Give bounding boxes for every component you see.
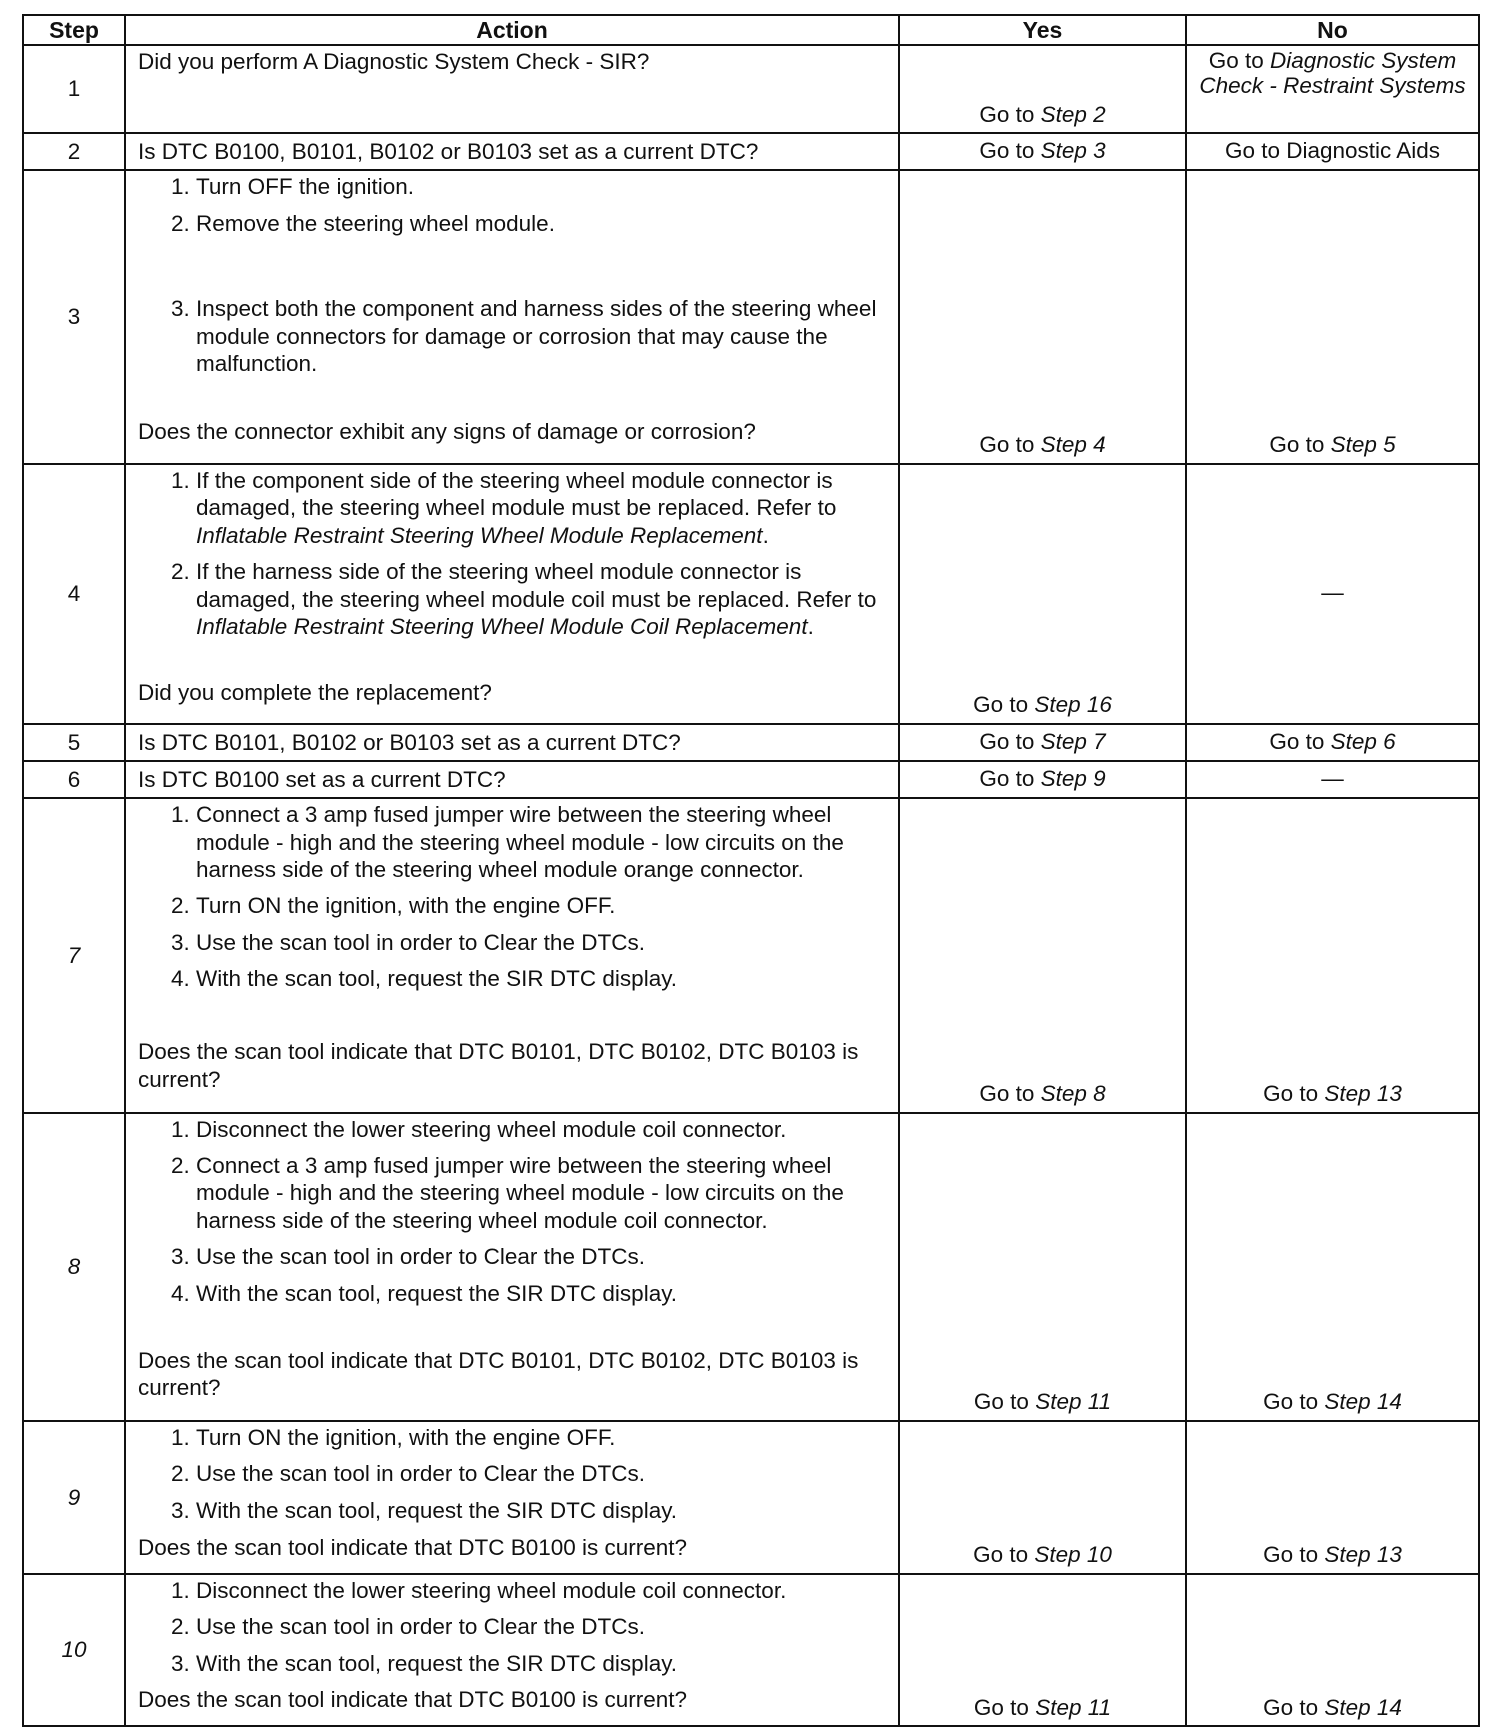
header-action: Action xyxy=(125,15,899,45)
no-cell xyxy=(1186,1421,1479,1574)
goto-label: Go to xyxy=(979,765,1035,791)
action-cell xyxy=(125,724,899,761)
action-cell xyxy=(125,761,899,798)
step-number: 2 xyxy=(23,133,125,170)
no-cell xyxy=(1186,1113,1479,1421)
action-cell xyxy=(125,464,899,724)
no-step-ref: Step 14 xyxy=(1324,1389,1402,1415)
no-cell xyxy=(1186,798,1479,1113)
list-item: 2. Use the scan tool in order to Clear the DTCs. xyxy=(196,1460,890,1487)
list-item: 2. Connect a 3 amp fused jumper wire between the steering wheel module - high and the steering wheel module - low circuits on the harness side of the steering wheel module coil connector. xyxy=(196,1152,890,1234)
action-question: Does the connector exhibit any signs of damage or corrosion? xyxy=(138,418,756,444)
table-row xyxy=(23,133,1479,170)
yes-step-ref: Step 10 xyxy=(1034,1542,1112,1568)
action-cell xyxy=(125,170,899,464)
goto-label: Go to xyxy=(979,137,1035,163)
header-row xyxy=(23,15,1479,45)
yes-cell xyxy=(899,724,1186,761)
yes-cell xyxy=(899,1574,1186,1726)
table-row xyxy=(23,1113,1479,1421)
action-cell xyxy=(125,45,899,133)
table-row xyxy=(23,45,1479,133)
list-item: 4. With the scan tool, request the SIR DTC display. xyxy=(196,965,890,992)
step-number: 8 xyxy=(23,1113,125,1421)
no-step-ref: Step 6 xyxy=(1330,728,1396,754)
action-cell xyxy=(125,798,899,1113)
step-number: 7 xyxy=(23,798,125,1113)
no-step-ref: Step 13 xyxy=(1324,1081,1402,1107)
list-item: 1. Disconnect the lower steering wheel module coil connector. xyxy=(196,1577,890,1604)
header-yes: Yes xyxy=(899,15,1186,45)
yes-step-ref: Step 8 xyxy=(1040,1081,1106,1107)
no-cell: Go to Diagnostic Aids xyxy=(1186,133,1479,170)
list-item: 2. Use the scan tool in order to Clear the DTCs. xyxy=(196,1613,890,1640)
table-row xyxy=(23,1421,1479,1574)
goto-label: Go to xyxy=(979,728,1035,754)
goto-label: Go to xyxy=(973,692,1029,718)
list-item: 3. Inspect both the component and harness sides of the steering wheel module connectors for damage or corrosion that may cause the malfunction. xyxy=(196,295,890,377)
yes-step-ref: Step 11 xyxy=(1035,1694,1112,1720)
yes-step-ref: Step 16 xyxy=(1034,692,1112,718)
goto-label: Go to xyxy=(1208,48,1264,74)
action-steps xyxy=(138,173,890,377)
table-row xyxy=(23,464,1479,724)
no-step-ref: Step 13 xyxy=(1324,1542,1402,1568)
yes-cell xyxy=(899,798,1186,1113)
list-item: 1. Turn OFF the ignition. xyxy=(196,173,890,200)
list-item: 2. If the harness side of the steering wheel module connector is damaged, the steering wheel module coil must be replaced. Refer to Inflatable Restraint Steering Wheel Module Coil Replacement. xyxy=(196,558,890,640)
action-steps xyxy=(138,801,890,993)
goto-label: Go to xyxy=(973,1694,1029,1720)
yes-cell xyxy=(899,464,1186,724)
goto-label: Go to xyxy=(1269,728,1325,754)
action-question: Does the scan tool indicate that DTC B0101, DTC B0102, DTC B0103 is current? xyxy=(138,1347,859,1401)
reference-link[interactable]: Inflatable Restraint Steering Wheel Module Coil Replacement xyxy=(196,613,808,639)
header-step: Step xyxy=(23,15,125,45)
yes-cell xyxy=(899,45,1186,133)
action-question: Is DTC B0100 set as a current DTC? xyxy=(138,766,506,792)
list-item: 1. If the component side of the steering wheel module connector is damaged, the steering wheel module must be replaced. Refer to Inflatable Restraint Steering Wheel Module Replacement. xyxy=(196,467,890,549)
table-row xyxy=(23,798,1479,1113)
action-cell xyxy=(125,1421,899,1574)
action-question: Is DTC B0100, B0101, B0102 or B0103 set as a current DTC? xyxy=(138,138,759,164)
action-question: Does the scan tool indicate that DTC B0100 is current? xyxy=(138,1687,688,1713)
no-step-ref: Diagnostic System Check - Restraint Systems xyxy=(1199,48,1466,99)
step-number: 3 xyxy=(23,170,125,464)
list-item: 3. With the scan tool, request the SIR DTC display. xyxy=(196,1650,890,1677)
yes-cell xyxy=(899,133,1186,170)
goto-label: Go to xyxy=(1263,1081,1319,1107)
not-applicable-dash: — xyxy=(1321,765,1344,791)
goto-label: Go to xyxy=(973,1389,1029,1415)
step-number: 1 xyxy=(23,45,125,133)
no-cell xyxy=(1186,45,1479,133)
list-item: 2. Remove the steering wheel module. xyxy=(196,210,890,237)
list-item: 1. Disconnect the lower steering wheel module coil connector. xyxy=(196,1116,890,1143)
action-question: Did you complete the replacement? xyxy=(138,680,492,706)
yes-step-ref: Step 9 xyxy=(1040,765,1106,791)
list-item: 4. With the scan tool, request the SIR DTC display. xyxy=(196,1280,890,1307)
step-number: 6 xyxy=(23,761,125,798)
action-question: Does the scan tool indicate that DTC B0101, DTC B0102, DTC B0103 is current? xyxy=(138,1039,859,1092)
yes-step-ref: Step 4 xyxy=(1040,432,1106,458)
table-row xyxy=(23,170,1479,464)
list-item: 3. Use the scan tool in order to Clear the DTCs. xyxy=(196,929,890,956)
action-cell xyxy=(125,133,899,170)
no-step-ref: Step 5 xyxy=(1330,432,1396,458)
yes-step-ref: Step 11 xyxy=(1035,1389,1112,1415)
step-number: 10 xyxy=(23,1574,125,1726)
action-steps xyxy=(138,467,890,641)
step-number: 5 xyxy=(23,724,125,761)
action-steps xyxy=(138,1116,890,1308)
action-question: Did you perform A Diagnostic System Check - SIR? xyxy=(138,49,650,75)
no-cell xyxy=(1186,1574,1479,1726)
goto-label: Go to xyxy=(1263,1542,1319,1568)
not-applicable-dash: — xyxy=(1321,580,1344,606)
yes-cell xyxy=(899,1113,1186,1421)
no-cell xyxy=(1186,170,1479,464)
action-question: Is DTC B0101, B0102 or B0103 set as a current DTC? xyxy=(138,729,681,755)
no-cell xyxy=(1186,761,1479,798)
goto-label: Go to xyxy=(979,101,1035,127)
list-item: 1. Connect a 3 amp fused jumper wire between the steering wheel module - high and the steering wheel module - low circuits on the harness side of the steering wheel module orange connector. xyxy=(196,801,890,883)
table-row xyxy=(23,761,1479,798)
yes-cell xyxy=(899,170,1186,464)
action-cell xyxy=(125,1113,899,1421)
action-steps xyxy=(138,1424,890,1524)
yes-cell xyxy=(899,761,1186,798)
list-item: 3. Use the scan tool in order to Clear the DTCs. xyxy=(196,1243,890,1270)
table-row xyxy=(23,724,1479,761)
step-number: 9 xyxy=(23,1421,125,1574)
yes-step-ref: Step 7 xyxy=(1040,728,1106,754)
goto-label: Go to xyxy=(979,432,1035,458)
list-item: 2. Turn ON the ignition, with the engine OFF. xyxy=(196,892,890,919)
no-cell xyxy=(1186,724,1479,761)
action-cell xyxy=(125,1574,899,1726)
action-question: Does the scan tool indicate that DTC B0100 is current? xyxy=(138,1535,688,1561)
table-row xyxy=(23,1574,1479,1726)
reference-link[interactable]: Inflatable Restraint Steering Wheel Module Replacement xyxy=(196,522,763,548)
list-item: 3. With the scan tool, request the SIR DTC display. xyxy=(196,1497,890,1524)
no-step-ref: Step 14 xyxy=(1324,1694,1402,1720)
yes-cell xyxy=(899,1421,1186,1574)
goto-label: Go to xyxy=(1269,432,1325,458)
header-no: No xyxy=(1186,15,1479,45)
step-number: 4 xyxy=(23,464,125,724)
goto-label: Go to xyxy=(973,1542,1029,1568)
goto-label: Go to xyxy=(979,1081,1035,1107)
no-cell xyxy=(1186,464,1479,724)
list-item: 1. Turn ON the ignition, with the engine OFF. xyxy=(196,1424,890,1451)
diagnostic-table xyxy=(22,14,1480,1727)
action-steps xyxy=(138,1577,890,1677)
goto-label: Go to xyxy=(1263,1389,1319,1415)
yes-step-ref: Step 3 xyxy=(1040,137,1106,163)
yes-step-ref: Step 2 xyxy=(1040,101,1106,127)
goto-label: Go to xyxy=(1263,1694,1319,1720)
